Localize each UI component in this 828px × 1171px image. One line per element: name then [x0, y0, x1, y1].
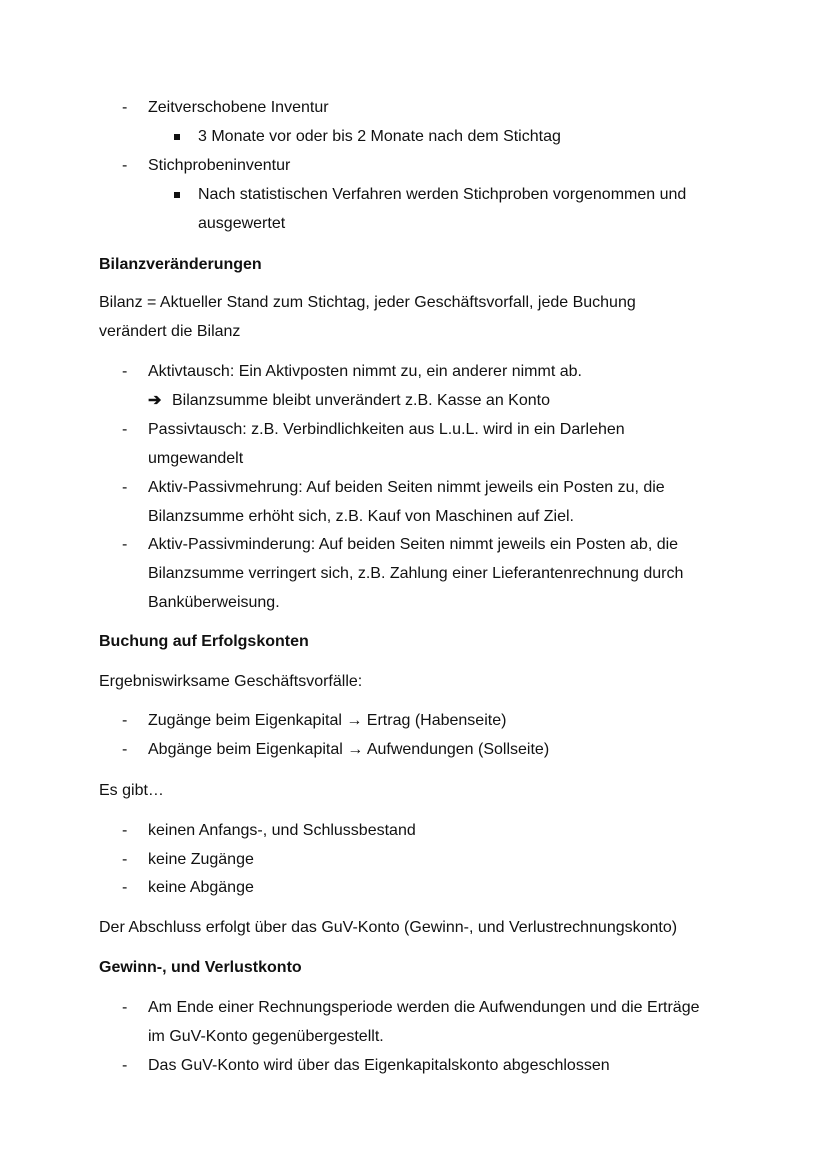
- paragraph: Es gibt…: [99, 782, 164, 799]
- list-item: Bilanzsumme bleibt unverändert z.B. Kasse an Konto: [172, 392, 550, 409]
- dash-bullet: -: [122, 479, 128, 496]
- paragraph: Ergebniswirksame Geschäftsvorfälle:: [99, 673, 363, 690]
- dash-bullet: -: [122, 999, 128, 1016]
- heading-erfolgskonten: Buchung auf Erfolgskonten: [99, 633, 309, 650]
- list-item: Am Ende einer Rechnungsperiode werden die Aufwendungen und die Erträge: [148, 999, 700, 1016]
- dash-bullet: -: [122, 879, 128, 896]
- sub-list-item: Nach statistischen Verfahren werden Stichproben vorgenommen und: [198, 186, 687, 203]
- dash-bullet: -: [122, 536, 128, 553]
- list-item: Aktiv-Passivmehrung: Auf beiden Seiten nimmt jeweils ein Posten zu, die: [148, 479, 665, 496]
- dash-bullet: -: [122, 421, 128, 438]
- dash-bullet: -: [122, 157, 128, 174]
- dash-bullet: -: [122, 1057, 128, 1074]
- heading-guv: Gewinn-, und Verlustkonto: [99, 959, 302, 976]
- list-item: Bilanzsumme erhöht sich, z.B. Kauf von Maschinen auf Ziel.: [148, 508, 574, 525]
- paragraph: Der Abschluss erfolgt über das GuV-Konto (Gewinn-, und Verlustrechnungskonto): [99, 919, 678, 936]
- list-item: Passivtausch: z.B. Verbindlichkeiten aus L.u.L. wird in ein Darlehen: [148, 421, 625, 438]
- list-item: Das GuV-Konto wird über das Eigenkapitalskonto abgeschlossen: [148, 1057, 610, 1074]
- list-item: umgewandelt: [148, 450, 244, 467]
- list-item: keinen Anfangs-, und Schlussbestand: [148, 822, 416, 839]
- list-item: Abgänge beim Eigenkapital → Aufwendungen (Sollseite): [148, 741, 550, 758]
- list-item: Zeitverschobene Inventur: [148, 99, 329, 116]
- list-item: Aktivtausch: Ein Aktivposten nimmt zu, ein anderer nimmt ab.: [148, 363, 582, 380]
- paragraph: verändert die Bilanz: [99, 323, 241, 340]
- heading-bilanzveraenderungen: Bilanzveränderungen: [99, 256, 262, 273]
- dash-bullet: -: [122, 851, 128, 868]
- dash-bullet: -: [122, 741, 128, 758]
- paragraph: Bilanz = Aktueller Stand zum Stichtag, jeder Geschäftsvorfall, jede Buchung: [99, 294, 636, 311]
- list-item: keine Zugänge: [148, 851, 254, 868]
- list-item: Zugänge beim Eigenkapital → Ertrag (Habenseite): [148, 712, 507, 729]
- sub-list-item: ausgewertet: [198, 215, 286, 232]
- list-item: Banküberweisung.: [148, 594, 280, 611]
- list-item: Aktiv-Passivminderung: Auf beiden Seiten nimmt jeweils ein Posten ab, die: [148, 536, 679, 553]
- square-bullet-icon: [174, 192, 180, 198]
- sub-list-item: 3 Monate vor oder bis 2 Monate nach dem Stichtag: [198, 128, 561, 145]
- list-item: keine Abgänge: [148, 879, 254, 896]
- dash-bullet: -: [122, 822, 128, 839]
- square-bullet-icon: [174, 134, 180, 140]
- arrow-right-icon: ➔: [148, 392, 162, 409]
- list-item: Stichprobeninventur: [148, 157, 291, 174]
- list-item: im GuV-Konto gegenübergestellt.: [148, 1028, 384, 1045]
- dash-bullet: -: [122, 99, 128, 116]
- list-item: Bilanzsumme verringert sich, z.B. Zahlung einer Lieferantenrechnung durch: [148, 565, 684, 582]
- dash-bullet: -: [122, 712, 128, 729]
- dash-bullet: -: [122, 363, 128, 380]
